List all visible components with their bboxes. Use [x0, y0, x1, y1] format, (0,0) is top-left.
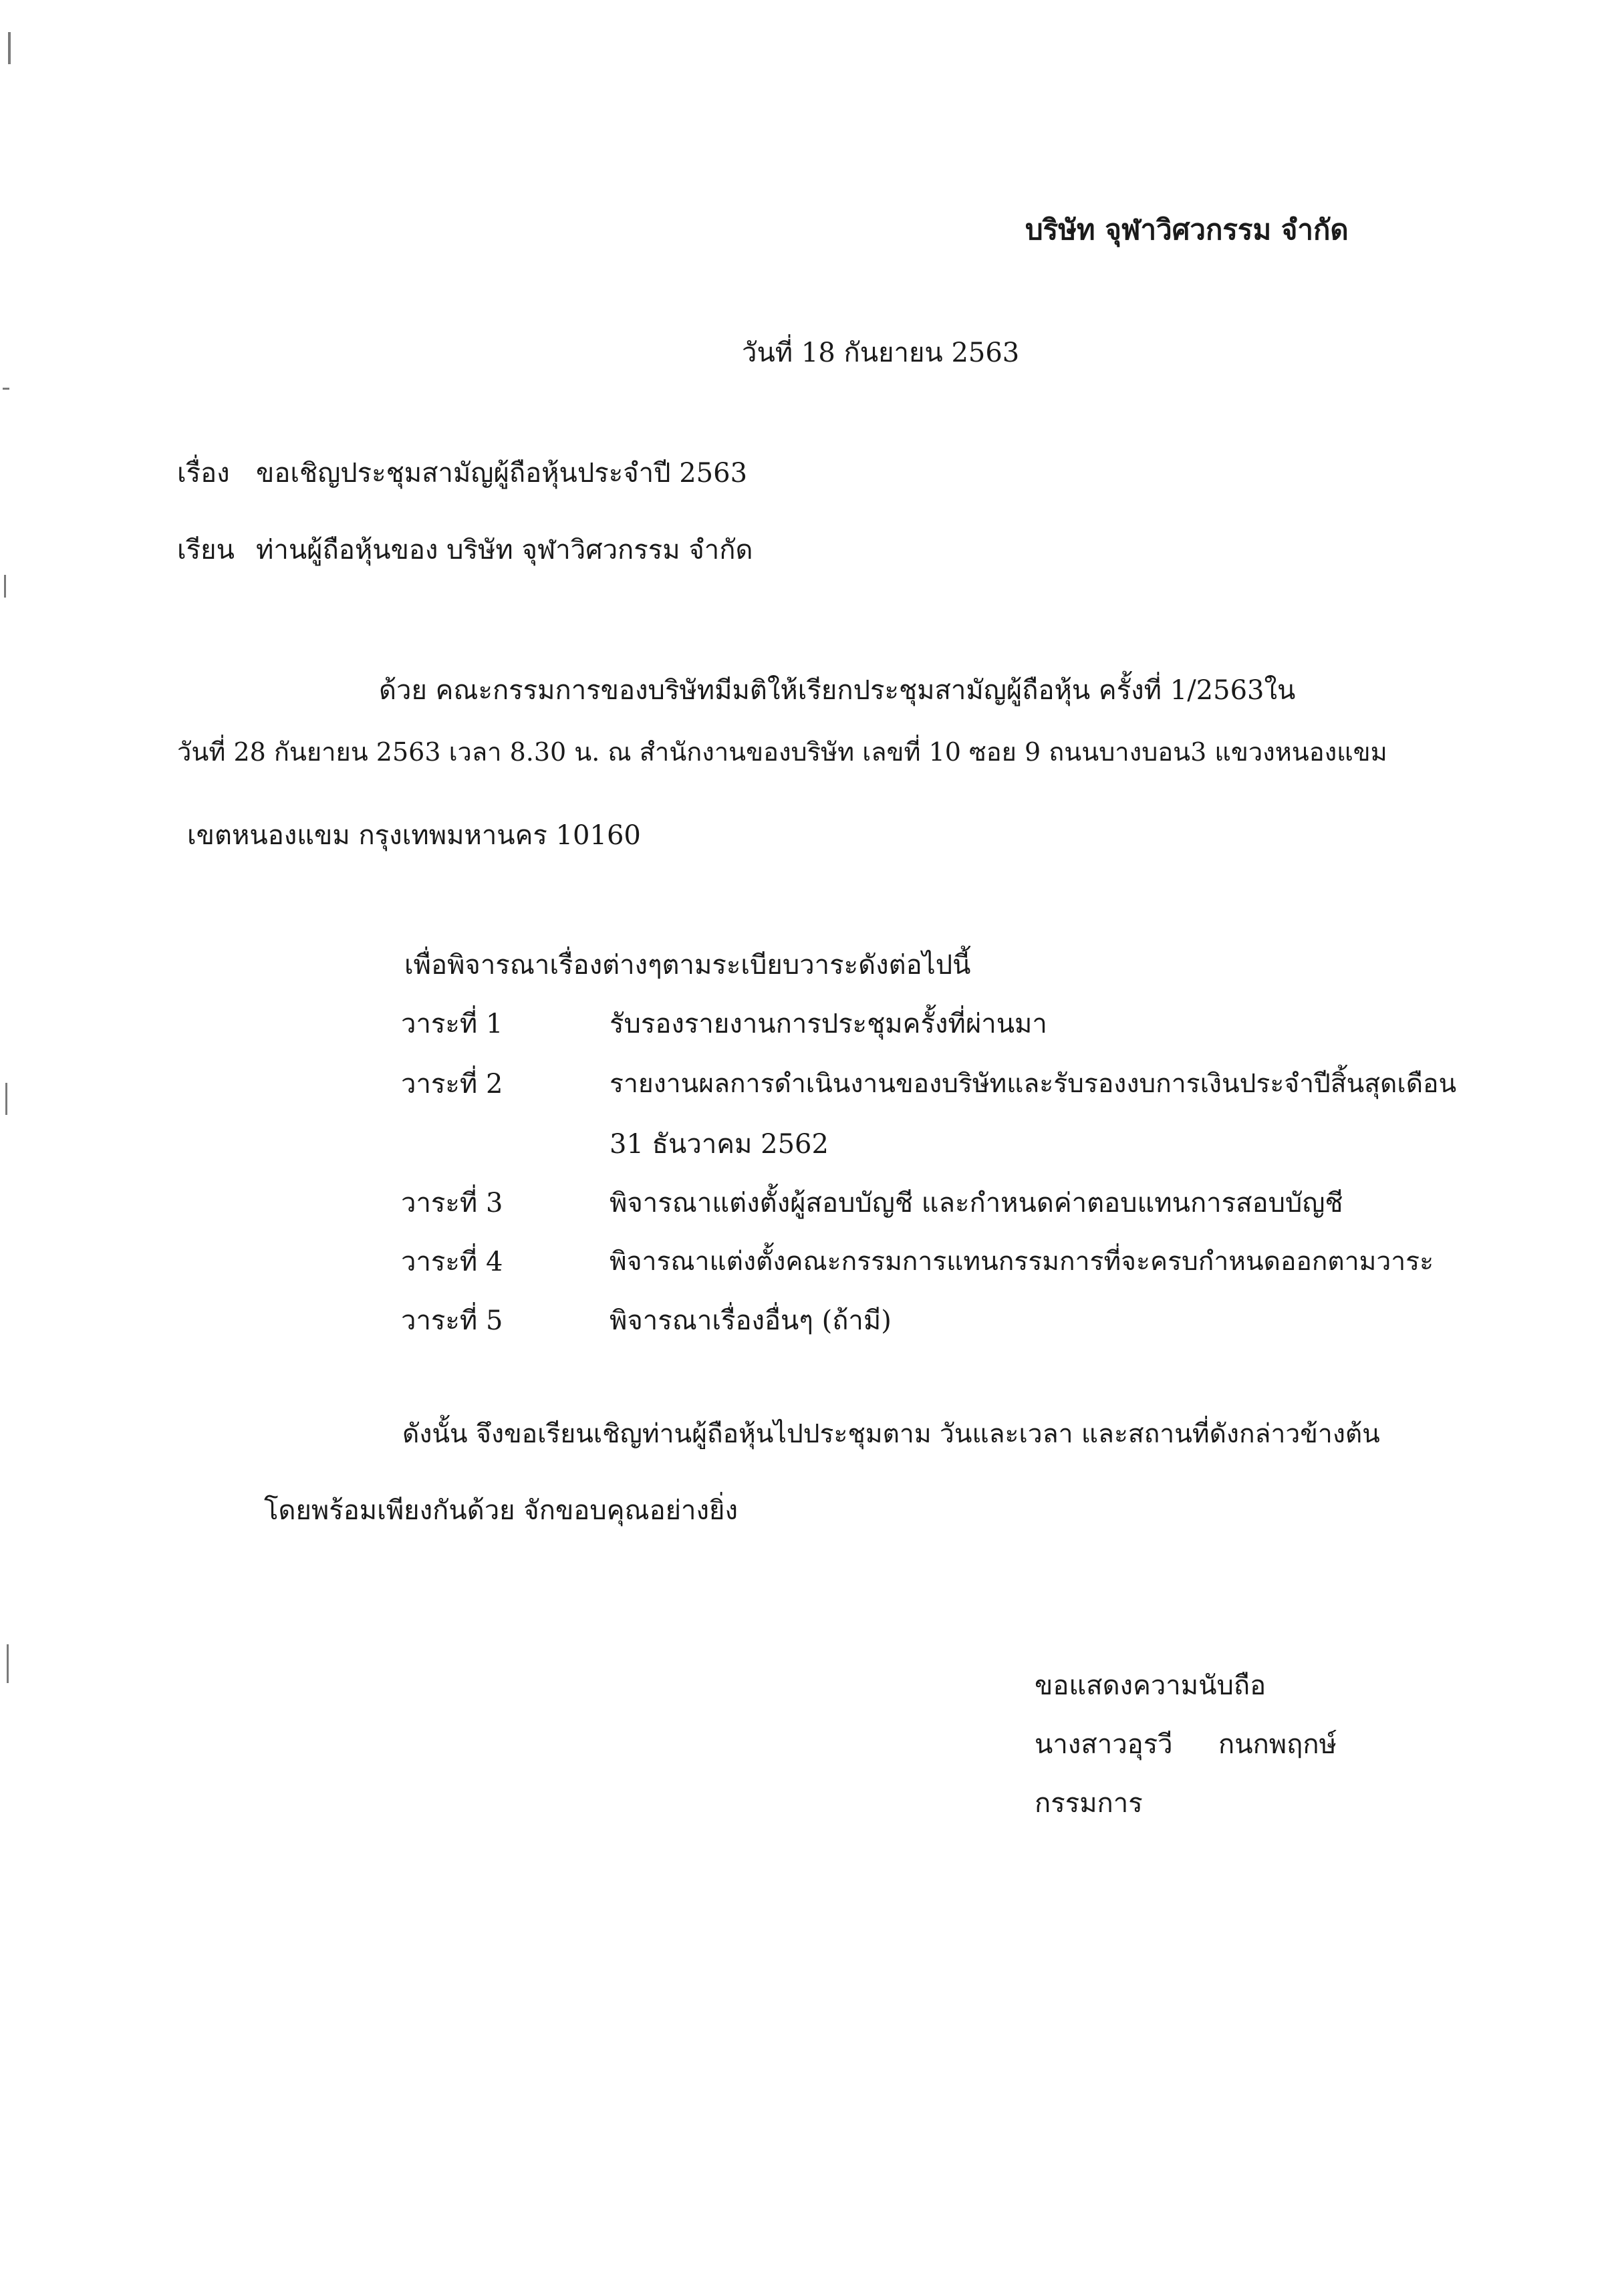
signature-last-name: กนกพฤกษ์: [1218, 1729, 1337, 1760]
agenda-item-5-label: วาระที่ 5: [401, 1305, 503, 1336]
subject-text: ขอเชิญประชุมสามัญผู้ถือหุ้นประจำปี 2563: [256, 458, 748, 489]
subject-label: เรื่อง: [177, 458, 230, 489]
agenda-item-2-label: วาระที่ 2: [401, 1069, 503, 1100]
body-paragraph-line-1: ด้วย คณะกรรมการของบริษัทมีมติให้เรียกประชุมสามัญผู้ถือหุ้น ครั้งที่ 1/2563ใน: [379, 675, 1296, 706]
signature-regards: ขอแสดงความนับถือ: [1035, 1670, 1266, 1701]
scan-mark-left-2: [4, 575, 6, 598]
agenda-item-2-continuation: 31 ธันวาคม 2562: [610, 1129, 829, 1160]
agenda-item-1-text: รับรองรายงานการประชุมครั้งที่ผ่านมา: [610, 1009, 1047, 1039]
signature-position: กรรมการ: [1035, 1788, 1143, 1819]
agenda-item-3-text: พิจารณาแต่งตั้งผู้สอบบัญชี และกำหนดค่าตอบแทนการสอบบัญชี: [610, 1188, 1343, 1219]
body-paragraph-line-2: วันที่ 28 กันยายน 2563 เวลา 8.30 น. ณ สำนักงานของบริษัท เลขที่ 10 ซอย 9 ถนนบางบอน3 แขวงหนองแขม: [177, 737, 1387, 767]
agenda-item-3-label: วาระที่ 3: [401, 1188, 503, 1219]
scan-mark-left-1: [3, 388, 9, 390]
scan-mark-left-3: [5, 1083, 7, 1115]
scan-mark-left-4: [7, 1644, 9, 1683]
closing-line-1: ดังนั้น จึงขอเรียนเชิญท่านผู้ถือหุ้นไปประชุมตาม วันและเวลา และสถานที่ดังกล่าวข้างต้น: [402, 1419, 1380, 1449]
agenda-item-4-text: พิจารณาแต่งตั้งคณะกรรมการแทนกรรมการที่จะครบกำหนดออกตามวาระ: [610, 1247, 1434, 1277]
agenda-intro: เพื่อพิจารณาเรื่องต่างๆตามระเบียบวาระดังต่อไปนี้: [404, 950, 971, 981]
letter-date: วันที่ 18 กันยายน 2563: [742, 338, 1020, 368]
recipient-label: เรียน: [177, 535, 235, 565]
recipient-text: ท่านผู้ถือหุ้นของ บริษัท จุฬาวิศวกรรม จำกัด: [256, 535, 753, 565]
signature-first-name: นางสาวอุรวี: [1035, 1729, 1173, 1760]
closing-line-2: โดยพร้อมเพียงกันด้วย จักขอบคุณอย่างยิ่ง: [264, 1495, 739, 1526]
agenda-item-4-label: วาระที่ 4: [401, 1247, 503, 1277]
body-paragraph-line-3: เขตหนองแขม กรุงเทพมหานคร 10160: [187, 820, 641, 851]
company-name: บริษัท จุฬาวิศวกรรม จำกัด: [1025, 213, 1349, 246]
agenda-item-2-text: รายงานผลการดำเนินงานของบริษัทและรับรองงบการเงินประจำปีสิ้นสุดเดือน: [610, 1069, 1457, 1099]
scan-mark-top: [8, 32, 11, 64]
agenda-item-5-text: พิจารณาเรื่องอื่นๆ (ถ้ามี): [610, 1305, 892, 1336]
agenda-item-1-label: วาระที่ 1: [401, 1009, 503, 1039]
